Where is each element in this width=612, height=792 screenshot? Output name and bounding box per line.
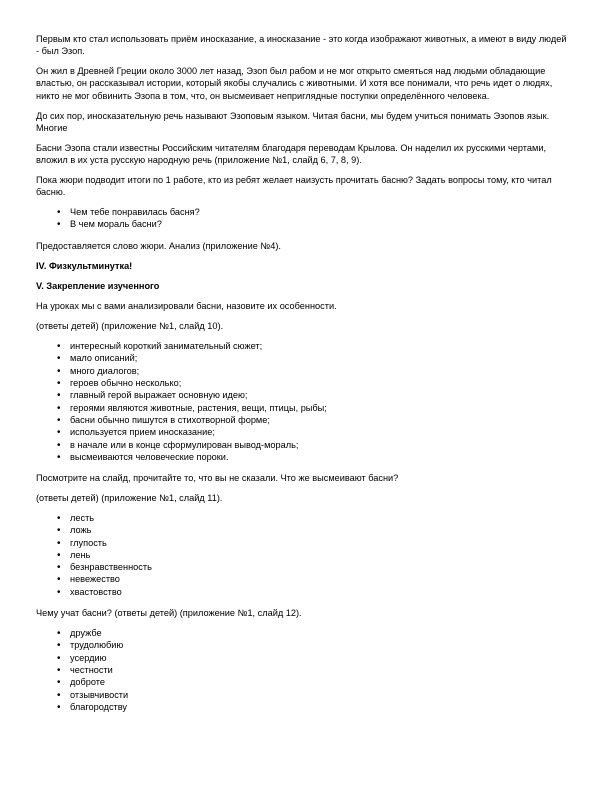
list-item: • басни обычно пишутся в стихотворной форме; <box>70 414 572 426</box>
questions-list <box>36 206 572 231</box>
list-item: • невежество <box>70 573 572 585</box>
virtues-list <box>36 627 572 713</box>
features-list <box>36 340 572 463</box>
list-item: • героями являются животные, растения, вещи, птицы, рыбы; <box>70 402 572 414</box>
list-item: • глупость <box>70 537 572 549</box>
vices-list <box>36 512 572 598</box>
list-item: • интересный короткий занимательный сюжет; <box>70 340 572 352</box>
list-item: • доброте <box>70 676 572 688</box>
paragraph-vices-prompt: Посмотрите на слайд, прочитайте то, что вы не сказали. Что же высмеивают басни? <box>36 473 399 484</box>
heading-physical-break: IV. Физкультминутка! <box>36 260 133 271</box>
list-item: • усердию <box>70 652 572 664</box>
paragraph-aesop-intro: Первым кто стал использовать приём иносказание, а иносказание - это когда изображают животных, а имеют в виду людей - был Эзоп. <box>36 34 567 57</box>
list-item: • трудолюбию <box>70 639 572 651</box>
paragraph-krylov: Басни Эзопа стали известны Российским читателям благодаря переводам Крылова. Он наделил их русскими чертами, вложил в их уста русскую народную речь (приложение №1, слайд 6, 7, 8, 9). <box>36 142 547 166</box>
paragraph-jury-recitation: Пока жюри подводит итоги по 1 работе, кто из ребят желает наизусть прочитать басню? Задать вопросы тому, кто читал басню. <box>36 174 552 198</box>
list-item: • В чем мораль басни? <box>70 218 572 230</box>
paragraph-jury: Предоставляется слово жюри. Анализ (приложение №4). <box>36 240 281 251</box>
heading-consolidation: V. Закрепление изученного <box>36 280 160 291</box>
list-item: • безнравственность <box>70 561 572 573</box>
list-item: • много диалогов; <box>70 365 572 377</box>
list-item: • в начале или в конце сформулирован вывод-мораль; <box>70 439 572 451</box>
list-item: • ложь <box>70 524 572 536</box>
list-item: • хвастовство <box>70 586 572 598</box>
paragraph-aesop-life: Он жил в Древней Греции около 3000 лет назад, Эзоп был рабом и не мог открыто смеяться над людьми обладающие властью, он рассказывал истории, который якобы случались с животными. И хотя все понимали, что речь идет о людях, никто не мог обвинить Эзопа в том, что, он высмеивает неприглядные поступки определённого человека. <box>36 66 553 101</box>
paragraph-vices-ref: (ответы детей) (приложение №1, слайд 11). <box>36 493 223 504</box>
list-item: • лесть <box>70 512 572 524</box>
list-item: • героев обычно несколько; <box>70 377 572 389</box>
list-item: • Чем тебе понравилась басня? <box>70 206 572 218</box>
paragraph-features-ref: (ответы детей) (приложение №1, слайд 10). <box>36 321 224 332</box>
list-item: • мало описаний; <box>70 352 572 364</box>
paragraph-aesop-language: До сих пор, иносказательную речь называют Эзоповым языком. Читая басни, мы будем учиться понимать Эзопов язык. Многие <box>36 110 550 133</box>
list-item: • дружбе <box>70 627 572 639</box>
list-item: • лень <box>70 549 572 561</box>
list-item: • высмеиваются человеческие пороки. <box>70 451 572 463</box>
paragraph-virtues-prompt: Чему учат басни? (ответы детей) (приложение №1, слайд 12). <box>36 608 302 619</box>
paragraph-features-prompt: На уроках мы с вами анализировали басни, назовите их особенности. <box>36 301 337 312</box>
list-item: • используется прием иносказание; <box>70 426 572 438</box>
list-item: • благородству <box>70 701 572 713</box>
list-item: • честности <box>70 664 572 676</box>
list-item: • отзывчивости <box>70 689 572 701</box>
list-item: • главный герой выражает основную идею; <box>70 389 572 401</box>
